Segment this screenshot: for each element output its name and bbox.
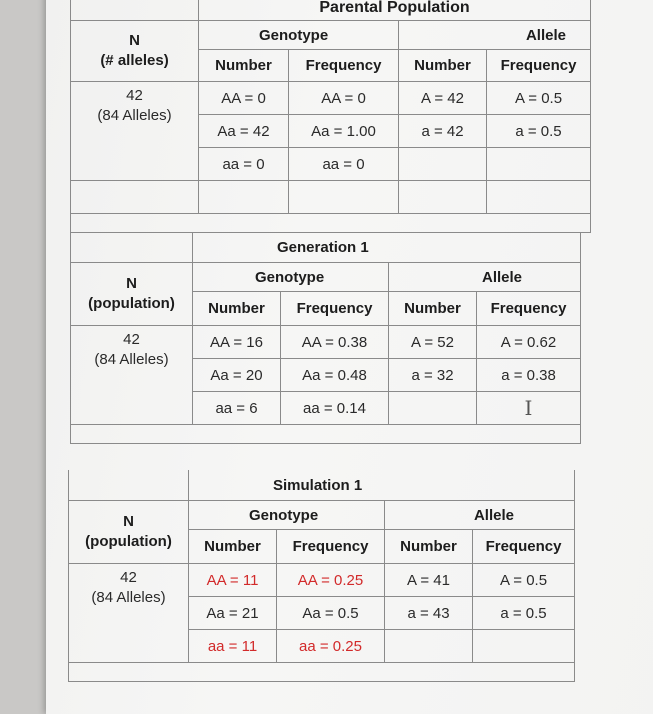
- allele-frequency-cell: [487, 148, 591, 181]
- genotype-number-cell: AA = 0: [199, 82, 289, 115]
- genotype-frequency-cell: AA = 0.25: [277, 564, 385, 597]
- number-header: Number: [189, 530, 277, 564]
- allele-number-cell: A = 42: [399, 82, 487, 115]
- genotype-number-cell: AA = 16: [193, 326, 281, 359]
- genotype-number-cell: aa = 11: [189, 630, 277, 663]
- number-header: Number: [399, 50, 487, 82]
- section-title: Generation 1: [193, 232, 581, 263]
- text-cursor-icon: I: [524, 396, 533, 420]
- genotype-number-cell: aa = 0: [199, 148, 289, 181]
- section-title: Parental Population: [199, 0, 591, 21]
- genotype-header: Genotype: [199, 21, 399, 50]
- population-cell: 42 (84 Alleles): [71, 82, 199, 181]
- allele-frequency-cell: a = 0.5: [473, 597, 575, 630]
- number-header: Number: [385, 530, 473, 564]
- genotype-number-cell: AA = 11: [189, 564, 277, 597]
- genotype-header: Genotype: [193, 263, 389, 292]
- allele-number-cell: A = 52: [389, 326, 477, 359]
- n-header: N (population): [71, 263, 193, 326]
- number-header: Number: [389, 292, 477, 326]
- allele-frequency-cell: A = 0.5: [487, 82, 591, 115]
- section-title: Simulation 1: [189, 470, 575, 501]
- genotype-number-cell: aa = 6: [193, 392, 281, 425]
- frequency-header: Frequency: [281, 292, 389, 326]
- population-cell: 42 (84 Alleles): [69, 564, 189, 663]
- allele-number-cell: [385, 630, 473, 663]
- n-header: N (# alleles): [71, 21, 199, 82]
- parental-population-table: [70, 0, 591, 233]
- allele-frequency-cell: A = 0.62: [477, 326, 581, 359]
- population-cell: 42 (84 Alleles): [71, 326, 193, 425]
- generation-1-table: [70, 232, 581, 444]
- frequency-header: Frequency: [487, 50, 591, 82]
- genotype-frequency-cell: Aa = 1.00: [289, 115, 399, 148]
- genotype-frequency-cell: AA = 0: [289, 82, 399, 115]
- genotype-frequency-cell: Aa = 0.48: [281, 359, 389, 392]
- allele-frequency-cell: a = 0.5: [487, 115, 591, 148]
- allele-header: Allele: [399, 21, 591, 50]
- genotype-frequency-cell: aa = 0.25: [277, 630, 385, 663]
- genotype-header: Genotype: [189, 501, 385, 530]
- genotype-number-cell: Aa = 42: [199, 115, 289, 148]
- number-header: Number: [199, 50, 289, 82]
- frequency-header: Frequency: [277, 530, 385, 564]
- allele-number-cell: [389, 392, 477, 425]
- genotype-frequency-cell: AA = 0.38: [281, 326, 389, 359]
- frequency-header: Frequency: [473, 530, 575, 564]
- allele-header: Allele: [389, 263, 581, 292]
- allele-number-cell: a = 42: [399, 115, 487, 148]
- allele-frequency-cell: [477, 392, 581, 425]
- allele-number-cell: [399, 148, 487, 181]
- allele-number-cell: a = 43: [385, 597, 473, 630]
- allele-frequency-cell: A = 0.5: [473, 564, 575, 597]
- allele-header: Allele: [385, 501, 575, 530]
- genotype-frequency-cell: aa = 0.14: [281, 392, 389, 425]
- number-header: Number: [193, 292, 281, 326]
- genotype-frequency-cell: Aa = 0.5: [277, 597, 385, 630]
- n-header: N (population): [69, 501, 189, 564]
- genotype-frequency-cell: aa = 0: [289, 148, 399, 181]
- genotype-number-cell: Aa = 20: [193, 359, 281, 392]
- frequency-header: Frequency: [477, 292, 581, 326]
- allele-number-cell: a = 32: [389, 359, 477, 392]
- simulation-1-table: [68, 470, 575, 682]
- allele-frequency-cell: a = 0.38: [477, 359, 581, 392]
- allele-frequency-cell: [473, 630, 575, 663]
- genotype-number-cell: Aa = 21: [189, 597, 277, 630]
- frequency-header: Frequency: [289, 50, 399, 82]
- allele-number-cell: A = 41: [385, 564, 473, 597]
